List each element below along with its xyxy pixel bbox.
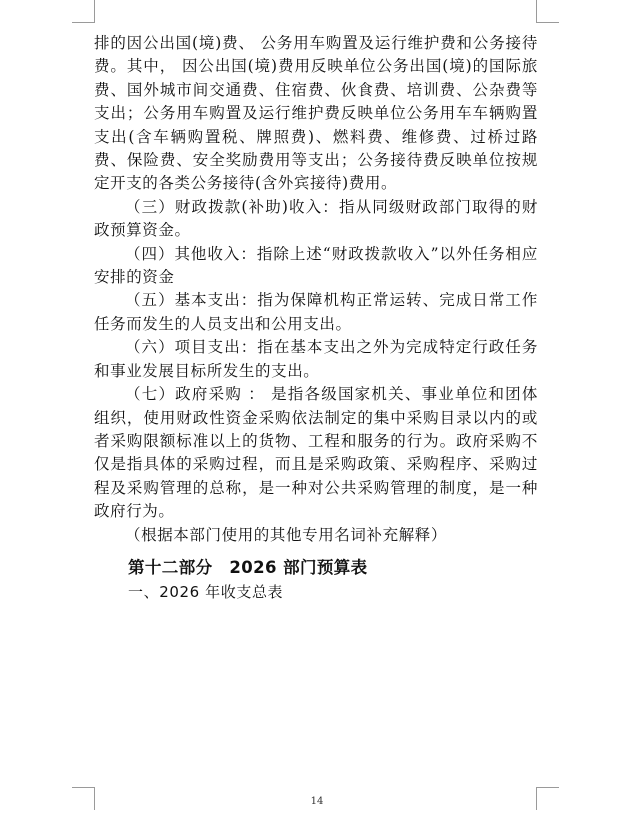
paragraph-other-income: （四）其他收入：指除上述“财政拨款收入”以外任务相应安排的资金: [94, 244, 538, 287]
section-heading: 第十二部分 2026 部门预算表: [128, 557, 368, 577]
document-body: [94, 32, 538, 604]
page-number: 14: [310, 796, 324, 807]
subsection-title: 一、2026 年收支总表: [128, 582, 284, 601]
paragraph-official-expenses: 排的因公出国(境)费、 公务用车购置及运行维护费和公务接待费。其中， 因公出国(境)费用反映单位公务出国(境)的国际旅费、国外城市间交通费、住宿费、伙食费、培训费、公杂费等支出；公务用车购置及运行维护费反映单位公务用车车辆购置支出(含车辆购置税、牌照费)、燃料费、维修费、过桥过路费、保险费、安全奖励费用等支出；公务接待费反映单位按规定开支的各类公务接待(含外宾接待)费用。: [94, 34, 538, 193]
paragraph-government-procurement: （七）政府采购 ： 是指各级国家机关、事业单位和团体组织，使用财政性资金采购依法制定的集中采购目录以内的或者采购限额标准以上的货物、工程和服务的行为。政府采购不仅是指具体的采购过程，而且是采购政策、采购程序、采购过程及采购管理的总称，是一种对公共采购管理的制度，是一种政府行为。: [94, 385, 538, 521]
crop-mark-top-right: [536, 0, 559, 23]
paragraph-project-expenditure: （六）项目支出：指在基本支出之外为完成特定行政任务和事业发展目标所发生的支出。: [94, 338, 538, 380]
crop-mark-top-left: [72, 0, 95, 23]
paragraph-supplementary-note: （根据本部门使用的其他专用名词补充解释）: [125, 525, 448, 544]
paragraph-fiscal-appropriation: （三）财政拨款(补助)收入：指从同级财政部门取得的财政预算资金。: [94, 197, 538, 240]
paragraph-basic-expenditure: （五）基本支出：指为保障机构正常运转、完成日常工作任务而发生的人员支出和公用支出。: [94, 291, 538, 333]
